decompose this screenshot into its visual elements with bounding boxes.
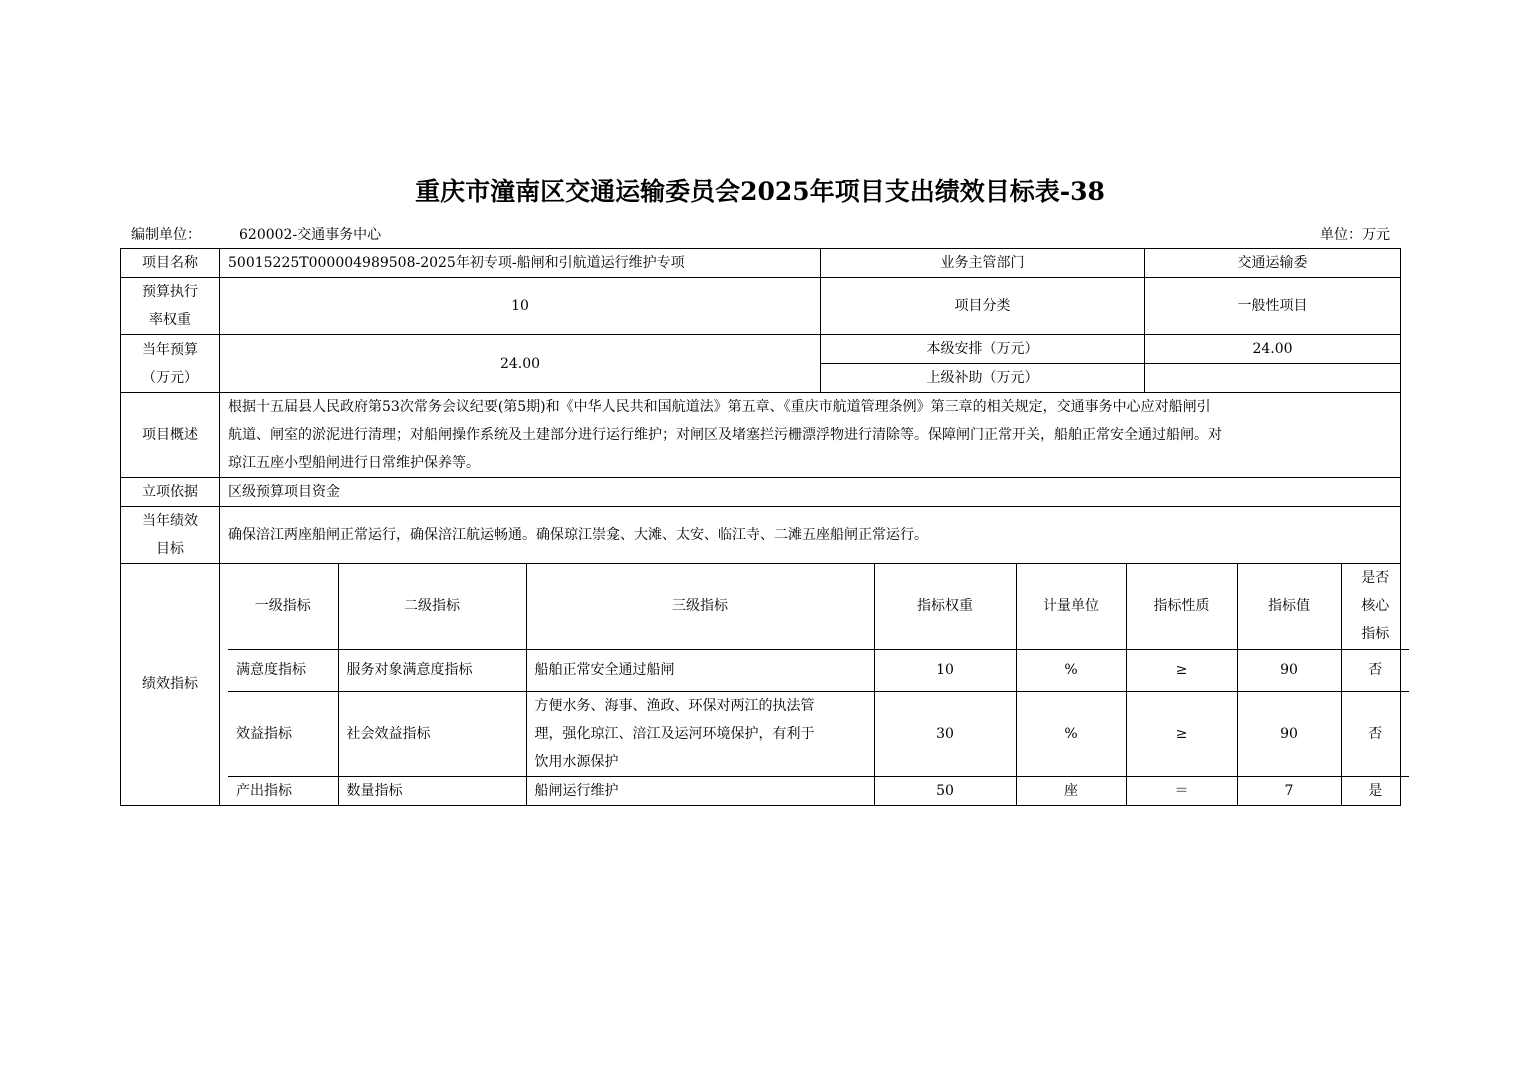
row-level2: 社会效益指标 <box>338 691 526 776</box>
overview-line: 航道、闸室的淤泥进行清理；对船闸操作系统及土建部分进行运行维护；对闸区及堵塞拦污栅漂浮物进行清除等。保障闸门正常开关，船舶正常安全通过船闸。对 <box>228 427 1222 443</box>
dept-label: 业务主管部门 <box>821 249 1145 278</box>
header-core <box>1341 564 1409 649</box>
header-core-line3: 指标 <box>1361 626 1390 643</box>
row-weight: 50 <box>874 776 1016 805</box>
row-unit: 座 <box>1016 776 1126 805</box>
category-value: 一般性项目 <box>1145 278 1401 335</box>
row-level3-line: 船闸运行维护 <box>534 782 619 799</box>
header-level2: 二级指标 <box>338 564 526 649</box>
row-nature: ＝ <box>1126 776 1237 805</box>
header-core-line2: 核心 <box>1361 598 1390 615</box>
upper-subsidy-value <box>1145 364 1401 393</box>
basis-label: 立项依据 <box>121 478 220 507</box>
row-level2: 数量指标 <box>338 776 526 805</box>
page-title: 重庆市潼南区交通运输委员会2025年项目支出绩效目标表-38 <box>415 177 1105 206</box>
project-name-label: 项目名称 <box>121 249 220 278</box>
header-value: 指标值 <box>1237 564 1341 649</box>
row-level3-line: 船舶正常安全通过船闸 <box>534 662 675 678</box>
goal-label-line2: 目标 <box>156 541 184 557</box>
category-label: 项目分类 <box>821 278 1145 335</box>
compiling-unit <box>131 224 381 244</box>
overview-line: 根据十五届县人民政府第53次常务会议纪要(第5期)和《中华人民共和国航道法》第五章、《重庆市航道管理条例》第三章的相关规定，交通事务中心应对船闸引 <box>228 399 1211 415</box>
goal-label <box>121 507 220 564</box>
row-weight: 10 <box>874 649 1016 691</box>
goal-label-line1: 当年绩效 <box>142 513 198 529</box>
compiling-unit-label: 编制单位： <box>131 227 201 243</box>
header-core-line1: 是否 <box>1361 570 1390 587</box>
project-name-value: 50015225T000004989508-2025年初专项-船闸和引航道运行维护专项 <box>220 249 821 278</box>
weight-label-line1: 预算执行 <box>142 284 198 300</box>
row-level3-line: 方便水务、海事、渔政、环保对两江的执法管 <box>534 697 815 714</box>
row-level3 <box>526 776 874 805</box>
row-unit: % <box>1016 691 1126 776</box>
local-budget-value: 24.00 <box>1145 335 1401 364</box>
local-budget-label: 本级安排（万元） <box>821 335 1145 364</box>
overview-line: 琼江五座小型船闸进行日常维护保养等。 <box>228 455 480 471</box>
header-weight: 指标权重 <box>874 564 1016 649</box>
row-level1: 满意度指标 <box>228 649 338 691</box>
row-value: 90 <box>1237 691 1341 776</box>
budget-label <box>121 335 220 393</box>
table-row <box>228 691 1409 776</box>
budget-value: 24.00 <box>220 335 821 393</box>
budget-label-line1: 当年预算 <box>142 341 198 358</box>
row-level1: 效益指标 <box>228 691 338 776</box>
indicators-table <box>228 564 1409 805</box>
weight-label-line2: 率权重 <box>149 312 191 328</box>
budget-label-line2: （万元） <box>142 369 198 386</box>
header-level1: 一级指标 <box>228 564 338 649</box>
table-row <box>228 776 1409 805</box>
row-level3-line: 饮用水源保护 <box>534 753 619 770</box>
row-level3-line: 理，强化琼江、涪江及运河环境保护，有利于 <box>534 725 815 742</box>
row-nature: ≥ <box>1126 649 1237 691</box>
overview-value <box>220 393 1401 478</box>
header-unit: 计量单位 <box>1016 564 1126 649</box>
row-value: 90 <box>1237 649 1341 691</box>
header-nature: 指标性质 <box>1126 564 1237 649</box>
performance-table <box>120 248 1401 806</box>
indicators-cell <box>220 564 1401 806</box>
compiling-unit-value: 620002-交通事务中心 <box>239 227 382 243</box>
weight-label <box>121 278 220 335</box>
row-core: 否 <box>1341 649 1409 691</box>
row-weight: 30 <box>874 691 1016 776</box>
row-core: 否 <box>1341 691 1409 776</box>
row-value: 7 <box>1237 776 1341 805</box>
overview-label: 项目概述 <box>121 393 220 478</box>
row-core: 是 <box>1341 776 1409 805</box>
basis-value: 区级预算项目资金 <box>220 478 1401 507</box>
row-level1: 产出指标 <box>228 776 338 805</box>
currency-unit: 单位：万元 <box>1320 227 1390 243</box>
row-unit: % <box>1016 649 1126 691</box>
row-nature: ≥ <box>1126 691 1237 776</box>
row-level2: 服务对象满意度指标 <box>338 649 526 691</box>
row-level3 <box>526 649 874 691</box>
row-level3 <box>526 691 874 776</box>
dept-value: 交通运输委 <box>1145 249 1401 278</box>
header-level3: 三级指标 <box>526 564 874 649</box>
table-row <box>228 649 1409 691</box>
upper-subsidy-label: 上级补助（万元） <box>821 364 1145 393</box>
weight-value: 10 <box>220 278 821 335</box>
indicators-label: 绩效指标 <box>121 564 220 806</box>
goal-value: 确保涪江两座船闸正常运行，确保涪江航运畅通。确保琼江崇龛、大滩、太安、临江寺、二滩五座船闸正常运行。 <box>220 507 1401 564</box>
